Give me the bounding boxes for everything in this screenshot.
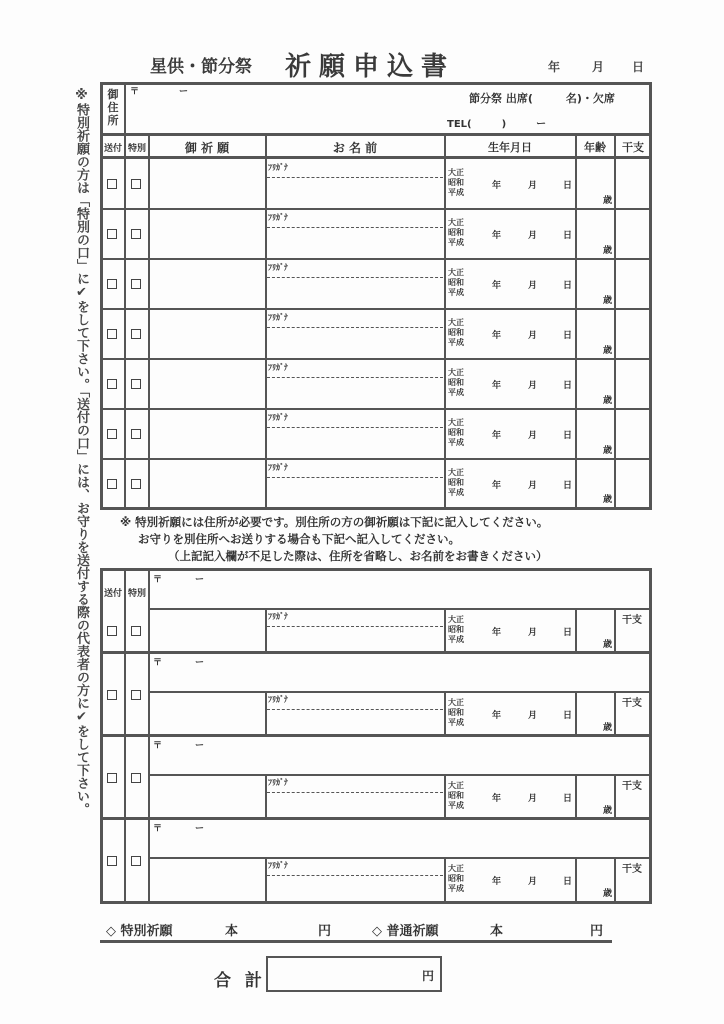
eto-label: 干支 (622, 864, 642, 875)
furigana-label: ﾌﾘｶﾞﾅ (268, 778, 288, 787)
sum-yen-unit: 円 (421, 969, 434, 983)
era-option[interactable]: 大正 (448, 418, 464, 427)
send-checkbox[interactable] (107, 773, 117, 783)
era-option[interactable]: 昭和 (448, 428, 464, 437)
divider (100, 133, 652, 136)
column-divider (444, 774, 446, 819)
send-checkbox[interactable] (107, 379, 117, 389)
col-header-special: 特別 (127, 144, 146, 154)
sum-field[interactable] (266, 956, 442, 992)
eto-field[interactable] (616, 361, 650, 407)
eto-field[interactable] (616, 311, 650, 357)
attendance-field: 節分祭 出席( 名)・欠席 (469, 92, 615, 105)
day-label: 日 (563, 710, 573, 721)
furigana-label: ﾌﾘｶﾞﾅ (268, 612, 288, 621)
age-unit: 歳 (603, 806, 613, 816)
year-label: 年 (492, 431, 502, 441)
furigana-label: ﾌﾘｶﾞﾅ (268, 213, 288, 222)
era-options (448, 468, 464, 498)
side-instruction-note: ※特別祈願の方は「特別の口」に✔をして下さい。「送付の口」には、お守りを送付する際の代表者の方に✔をして下さい。 (74, 88, 89, 816)
furigana-dashed-line (267, 427, 443, 428)
era-option[interactable]: 大正 (448, 780, 464, 790)
month-label: 月 (528, 793, 538, 804)
eto-field[interactable] (616, 161, 650, 207)
furigana-dashed-line (267, 227, 443, 228)
era-options (448, 168, 464, 198)
send-checkbox[interactable] (107, 179, 117, 189)
day-label: 日 (563, 181, 573, 191)
row-divider (100, 308, 652, 310)
era-options (448, 615, 464, 645)
postal-mark: 〒 (153, 741, 163, 751)
year-label: 年 (492, 181, 502, 191)
col-header-name: お 名 前 (332, 141, 378, 155)
postal-dash: ー (195, 575, 205, 585)
age-unit: 歳 (603, 296, 613, 306)
furigana-label: ﾌﾘｶﾞﾅ (268, 463, 288, 472)
eto-label: 干支 (622, 698, 642, 709)
postal-dash: ー (195, 741, 205, 751)
furigana-label: ﾌﾘｶﾞﾅ (268, 861, 288, 870)
era-options (448, 781, 464, 811)
postal-mark: 〒 (153, 575, 163, 585)
era-options (448, 864, 464, 894)
eto-label: 干支 (622, 615, 642, 626)
send-checkbox[interactable] (107, 690, 117, 700)
column-divider (444, 691, 446, 736)
month-label: 月 (528, 231, 538, 241)
year-label: 年 (492, 331, 502, 341)
era-options (448, 218, 464, 248)
era-option[interactable]: 大正 (448, 697, 464, 707)
age-unit: 歳 (603, 495, 613, 505)
row-divider (100, 458, 652, 460)
furigana-field[interactable] (267, 311, 443, 326)
era-option[interactable]: 平成 (448, 388, 464, 397)
era-option[interactable]: 大正 (448, 318, 464, 327)
address-field[interactable] (150, 654, 650, 690)
year-label: 年 (492, 480, 502, 491)
day-label: 日 (563, 331, 573, 341)
era-option[interactable]: 昭和 (448, 378, 464, 387)
middle-note-1: ※ 特別祈願には住所が必要です。別住所の方の御祈願は下記に記入してください。 (120, 515, 549, 529)
year-label: 年 (492, 281, 502, 291)
month-label: 月 (528, 876, 538, 887)
address-field[interactable] (129, 84, 649, 132)
furigana-label: ﾌﾘｶﾞﾅ (268, 163, 288, 172)
era-option[interactable]: 昭和 (448, 790, 464, 800)
age-unit: 歳 (603, 640, 613, 650)
era-option[interactable]: 昭和 (448, 624, 464, 634)
furigana-field[interactable] (267, 610, 443, 625)
prayer-field[interactable] (150, 311, 263, 357)
postal-dash: ー (195, 824, 205, 834)
era-option[interactable]: 平成 (448, 800, 464, 810)
prayer-field[interactable] (150, 161, 263, 207)
special-prayer-total-label: ◇ 特別祈願 (106, 924, 173, 939)
col-header-age: 年齢 (584, 141, 606, 154)
day-label: 日 (563, 281, 573, 291)
postal-mark: 〒 (153, 824, 163, 834)
day-label: 日 (563, 480, 573, 491)
send-checkbox[interactable] (107, 229, 117, 239)
era-option[interactable]: 昭和 (448, 707, 464, 717)
col-header-birthdate: 生年月日 (488, 141, 532, 154)
furigana-field[interactable] (267, 461, 443, 476)
furigana-label: ﾌﾘｶﾞﾅ (268, 413, 288, 422)
era-option[interactable]: 平成 (448, 338, 464, 347)
era-option[interactable]: 昭和 (448, 477, 464, 487)
col-header-send: 送付 (103, 589, 122, 599)
name-field[interactable] (267, 794, 443, 817)
special-checkbox[interactable] (131, 179, 141, 189)
furigana-dashed-line (267, 709, 443, 710)
era-option[interactable]: 平成 (448, 634, 464, 644)
special-checkbox[interactable] (131, 429, 141, 439)
month-label: 月 (528, 710, 538, 721)
furigana-field[interactable] (267, 261, 443, 276)
postal-dash: ー (179, 87, 189, 97)
furigana-field[interactable] (267, 776, 443, 791)
year-label: 年 (492, 231, 502, 241)
day-label: 日 (563, 381, 573, 391)
year-label: 年 (492, 793, 502, 804)
day-label: 日 (563, 876, 573, 887)
furigana-field[interactable] (267, 411, 443, 426)
date-day-label: 日 (632, 60, 645, 74)
month-label: 月 (528, 480, 538, 491)
furigana-dashed-line (267, 477, 443, 478)
normal-prayer-total-label: ◇ 普通祈願 (372, 924, 439, 939)
furigana-field[interactable] (267, 693, 443, 708)
era-option[interactable]: 平成 (448, 288, 464, 297)
age-unit: 歳 (603, 196, 613, 206)
send-checkbox[interactable] (107, 429, 117, 439)
normal-yen-unit: 円 (590, 924, 604, 939)
special-checkbox[interactable] (131, 229, 141, 239)
furigana-dashed-line (267, 626, 443, 627)
prayer-field[interactable] (150, 461, 263, 506)
eto-field[interactable] (616, 261, 650, 307)
day-label: 日 (563, 231, 573, 241)
row-divider (100, 408, 652, 410)
day-label: 日 (563, 627, 573, 638)
furigana-field[interactable] (267, 859, 443, 874)
era-option[interactable]: 大正 (448, 614, 464, 624)
special-checkbox[interactable] (131, 329, 141, 339)
address-field[interactable] (150, 571, 650, 607)
special-yen-unit: 円 (318, 924, 332, 939)
send-checkbox[interactable] (107, 626, 117, 636)
month-label: 月 (528, 181, 538, 191)
year-label: 年 (492, 627, 502, 638)
send-checkbox[interactable] (107, 279, 117, 289)
era-options (448, 318, 464, 348)
special-checkbox[interactable] (131, 479, 141, 489)
column-divider (444, 857, 446, 902)
name-field[interactable] (267, 329, 443, 357)
year-label: 年 (492, 381, 502, 391)
era-option[interactable]: 昭和 (448, 178, 464, 187)
form-subtitle: 星供・節分祭 (150, 57, 252, 77)
furigana-field[interactable] (267, 211, 443, 226)
day-label: 日 (563, 793, 573, 804)
eto-field[interactable] (616, 461, 650, 506)
eto-label: 干支 (622, 781, 642, 792)
name-field[interactable] (267, 877, 443, 900)
special-checkbox[interactable] (131, 690, 141, 700)
totals-underline (100, 940, 612, 943)
furigana-field[interactable] (267, 161, 443, 176)
name-field[interactable] (267, 229, 443, 257)
furigana-label: ﾌﾘｶﾞﾅ (268, 263, 288, 272)
era-option[interactable]: 平成 (448, 188, 464, 197)
eto-field[interactable] (616, 411, 650, 457)
address-field[interactable] (150, 737, 650, 773)
date-month-label: 月 (592, 60, 605, 74)
special-checkbox[interactable] (131, 856, 141, 866)
era-option[interactable]: 大正 (448, 368, 464, 377)
era-option[interactable]: 大正 (448, 218, 464, 227)
era-option[interactable]: 平成 (448, 438, 464, 447)
special-checkbox[interactable] (131, 379, 141, 389)
era-option[interactable]: 大正 (448, 168, 464, 177)
name-field[interactable] (267, 711, 443, 734)
middle-note-2: お守りを別住所へお送りする場合も下記へ記入してください。 (138, 532, 460, 546)
name-field[interactable] (267, 429, 443, 457)
age-unit: 歳 (603, 246, 613, 256)
era-option[interactable]: 昭和 (448, 873, 464, 883)
era-option[interactable]: 平成 (448, 487, 464, 497)
furigana-dashed-line (267, 792, 443, 793)
month-label: 月 (528, 627, 538, 638)
era-options (448, 698, 464, 728)
day-label: 日 (563, 431, 573, 441)
sum-label: 合 計 (214, 971, 266, 991)
normal-count-unit: 本 (490, 924, 504, 939)
era-options (448, 418, 464, 448)
age-unit: 歳 (603, 723, 613, 733)
date-year-label: 年 (548, 60, 561, 74)
eto-field[interactable] (616, 211, 650, 257)
furigana-field[interactable] (267, 361, 443, 376)
send-checkbox[interactable] (107, 329, 117, 339)
furigana-label: ﾌﾘｶﾞﾅ (268, 363, 288, 372)
postal-dash: ー (195, 658, 205, 668)
month-label: 月 (528, 381, 538, 391)
postal-mark: 〒 (130, 87, 140, 97)
postal-mark: 〒 (153, 658, 163, 668)
prayer-field[interactable] (150, 776, 263, 817)
furigana-dashed-line (267, 177, 443, 178)
furigana-dashed-line (267, 377, 443, 378)
furigana-label: ﾌﾘｶﾞﾅ (268, 695, 288, 704)
name-field[interactable] (267, 379, 443, 407)
furigana-dashed-line (267, 327, 443, 328)
era-option[interactable]: 大正 (448, 467, 464, 477)
prayer-field[interactable] (150, 610, 263, 651)
prayer-field[interactable] (150, 261, 263, 307)
tel-field: TEL( ) ー (447, 119, 547, 130)
row-divider (100, 358, 652, 360)
name-field[interactable] (267, 279, 443, 307)
prayer-field[interactable] (150, 361, 263, 407)
era-option[interactable]: 昭和 (448, 328, 464, 337)
name-field[interactable] (267, 479, 443, 506)
name-field[interactable] (267, 179, 443, 207)
year-label: 年 (492, 710, 502, 721)
era-option[interactable]: 大正 (448, 268, 464, 277)
form-title: 祈願申込書 (285, 52, 456, 82)
era-option[interactable]: 大正 (448, 863, 464, 873)
prayer-field[interactable] (150, 859, 263, 900)
send-checkbox[interactable] (107, 856, 117, 866)
col-header-special: 特別 (127, 589, 146, 599)
era-option[interactable]: 昭和 (448, 228, 464, 237)
middle-note-3: （上記記入欄が不足した際は、住所を省略し、お名前をお書きください） (168, 549, 548, 563)
col-header-send: 送付 (103, 144, 122, 154)
month-label: 月 (528, 281, 538, 291)
row-divider (100, 258, 652, 260)
prayer-field[interactable] (150, 411, 263, 457)
month-label: 月 (528, 331, 538, 341)
special-checkbox[interactable] (131, 773, 141, 783)
month-label: 月 (528, 431, 538, 441)
age-unit: 歳 (603, 396, 613, 406)
name-field[interactable] (267, 628, 443, 651)
age-unit: 歳 (603, 446, 613, 456)
divider (124, 82, 126, 134)
address-label: 御住所 (107, 88, 119, 127)
furigana-label: ﾌﾘｶﾞﾅ (268, 313, 288, 322)
era-option[interactable]: 昭和 (448, 278, 464, 287)
special-checkbox[interactable] (131, 279, 141, 289)
send-checkbox[interactable] (107, 479, 117, 489)
special-checkbox[interactable] (131, 626, 141, 636)
row-divider (100, 208, 652, 210)
col-header-eto: 干支 (622, 141, 644, 154)
prayer-field[interactable] (150, 693, 263, 734)
era-options (448, 368, 464, 398)
special-count-unit: 本 (225, 924, 239, 939)
furigana-dashed-line (267, 277, 443, 278)
age-unit: 歳 (603, 346, 613, 356)
column-divider (444, 608, 446, 653)
year-label: 年 (492, 876, 502, 887)
era-options (448, 268, 464, 298)
era-option[interactable]: 平成 (448, 238, 464, 247)
furigana-dashed-line (267, 875, 443, 876)
age-unit: 歳 (603, 889, 613, 899)
era-option[interactable]: 平成 (448, 717, 464, 727)
col-header-prayer: 御 祈 願 (184, 141, 230, 155)
address-field[interactable] (150, 820, 650, 856)
era-option[interactable]: 平成 (448, 883, 464, 893)
prayer-field[interactable] (150, 211, 263, 257)
